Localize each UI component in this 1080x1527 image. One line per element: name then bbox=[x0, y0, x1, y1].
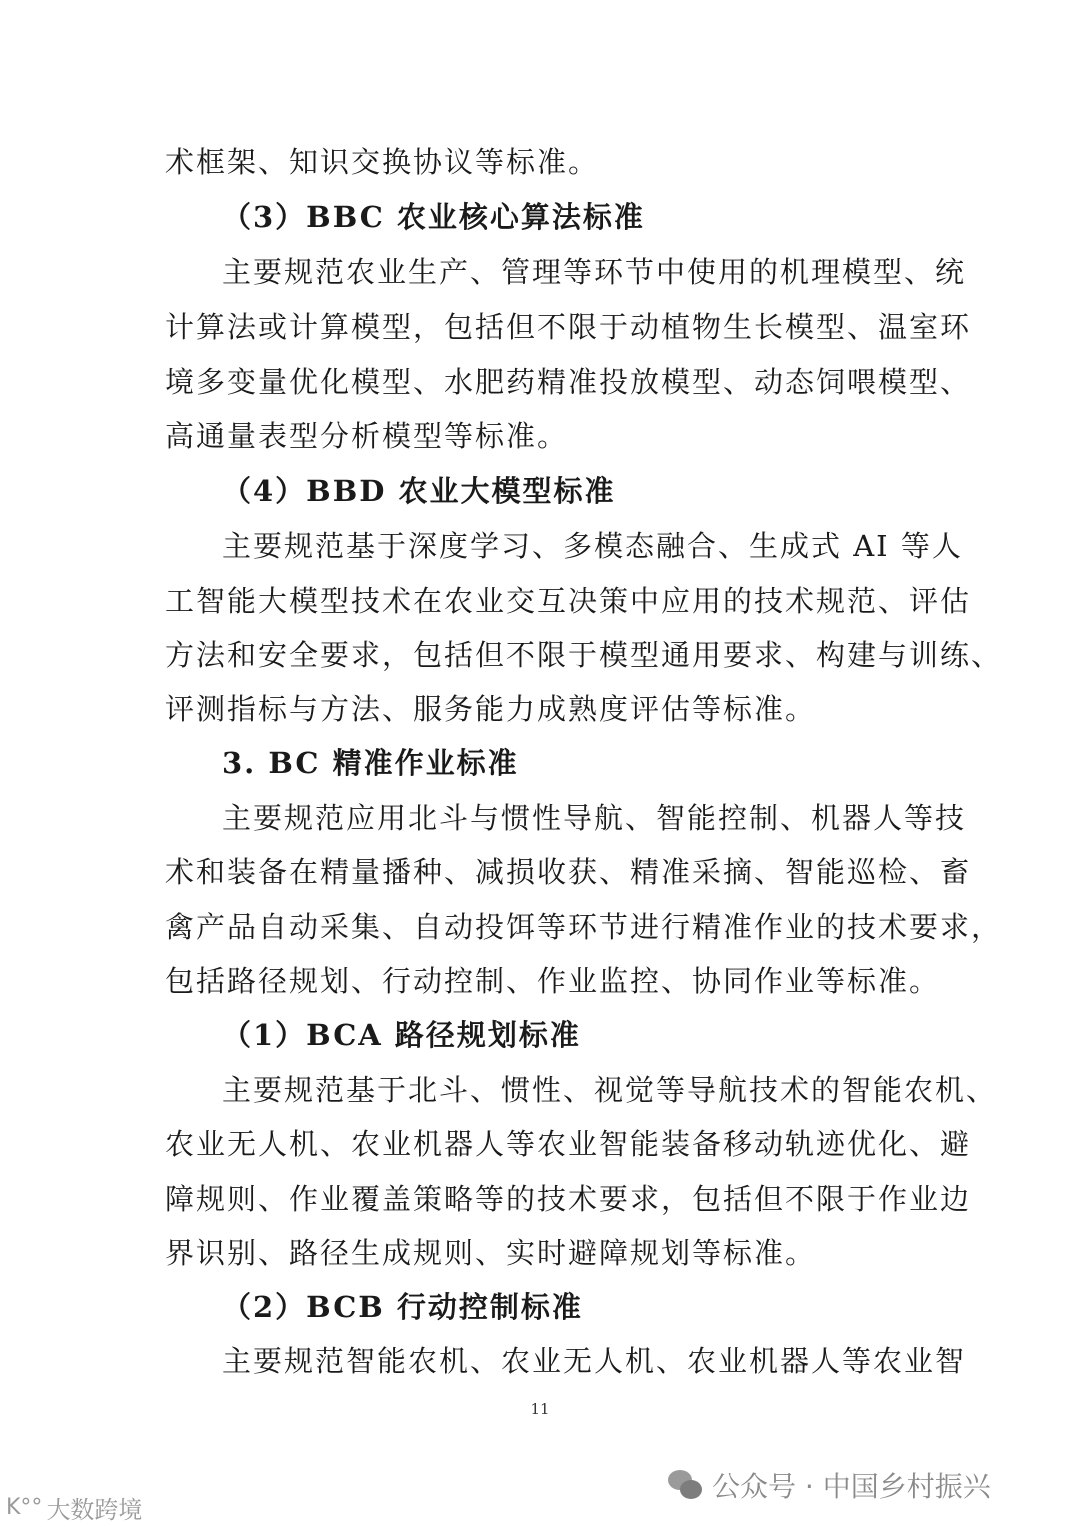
paragraph-line: 评测指标与方法、服务能力成熟度评估等标准。 bbox=[165, 692, 817, 726]
paragraph-line: 主要规范农业生产、管理等环节中使用的机理模型、统 bbox=[222, 255, 967, 289]
paragraph-line: 障规则、作业覆盖策略等的技术要求，包括但不限于作业边 bbox=[165, 1182, 972, 1216]
paragraph-line: 包括路径规划、行动控制、作业监控、协同作业等标准。 bbox=[165, 964, 941, 998]
watermark-text: 公众号 · 中国乡村振兴 bbox=[712, 1470, 991, 1503]
paragraph-line: 境多变量优化模型、水肥药精准投放模型、动态饲喂模型、 bbox=[165, 365, 972, 399]
watermark-text: 大数跨境 bbox=[46, 1496, 143, 1524]
source-logo-icon: K°° bbox=[6, 1495, 43, 1520]
section-heading: （3）BBC 农业核心算法标准 bbox=[222, 200, 645, 234]
paragraph-line: 主要规范基于深度学习、多模态融合、生成式 AI 等人 bbox=[222, 529, 963, 563]
paragraph-line: 农业无人机、农业机器人等农业智能装备移动轨迹优化、避 bbox=[165, 1127, 972, 1161]
section-heading: （2）BCB 行动控制标准 bbox=[222, 1290, 583, 1324]
page-number: 11 bbox=[530, 1400, 550, 1418]
paragraph-line: 方法和安全要求，包括但不限于模型通用要求、构建与训练、 bbox=[165, 638, 1003, 672]
paragraph-line: 主要规范应用北斗与惯性导航、智能控制、机器人等技 bbox=[222, 801, 967, 835]
paragraph-line: 计算法或计算模型，包括但不限于动植物生长模型、温室环 bbox=[165, 310, 972, 344]
paragraph-line: 术和装备在精量播种、减损收获、精准采摘、智能巡检、畜 bbox=[165, 855, 972, 889]
paragraph-line: 禽产品自动采集、自动投饵等环节进行精准作业的技术要求， bbox=[165, 910, 1003, 944]
source-watermark bbox=[6, 1490, 142, 1525]
section-heading: 3. BC 精准作业标准 bbox=[222, 746, 519, 780]
wechat-icon bbox=[668, 1470, 704, 1500]
paragraph-line: 术框架、知识交换协议等标准。 bbox=[165, 145, 600, 179]
paragraph-line: 主要规范智能农机、农业无人机、农业机器人等农业智 bbox=[222, 1344, 967, 1378]
paragraph-line: 界识别、路径生成规则、实时避障规划等标准。 bbox=[165, 1236, 817, 1270]
paragraph-line: 高通量表型分析模型等标准。 bbox=[165, 419, 569, 453]
paragraph-line: 工智能大模型技术在农业交互决策中应用的技术规范、评估 bbox=[165, 584, 972, 618]
paragraph-line: 主要规范基于北斗、惯性、视觉等导航技术的智能农机、 bbox=[222, 1073, 998, 1107]
wechat-watermark bbox=[668, 1465, 991, 1505]
section-heading: （4）BBD 农业大模型标准 bbox=[222, 474, 616, 508]
section-heading: （1）BCA 路径规划标准 bbox=[222, 1018, 581, 1052]
